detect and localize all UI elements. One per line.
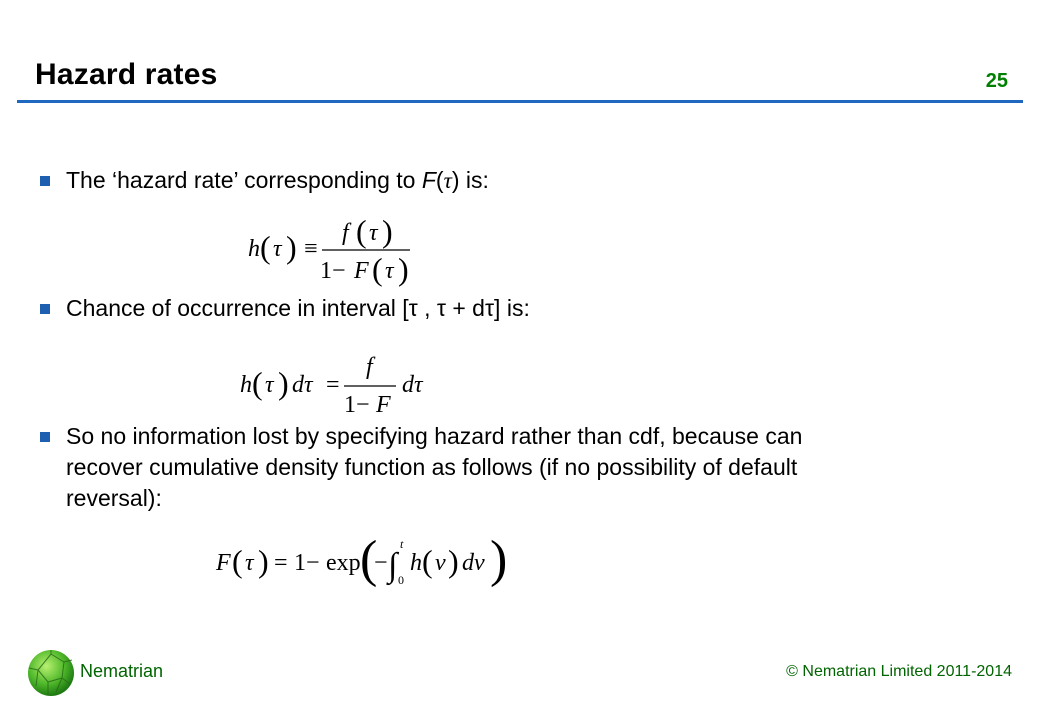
footer-brand: Nematrian [80,661,164,681]
eq1-den-one-minus: 1− [320,258,346,284]
eq2-num-f: f [366,354,373,380]
bullet-text-part: The ‘hazard rate’ corresponding to [66,167,422,193]
equation-chance-svg [236,354,446,424]
bullet-text-line: recover cumulative density function as follows (if no possibility of default [66,454,798,480]
eq3-exp: exp [326,550,361,576]
equation-hazard-rate-svg [244,212,424,288]
footer-copyright: © Nematrian Limited 2011-2014 [786,663,1012,680]
bullet-text-part: is: [459,167,489,193]
equation-cdf-svg [212,532,512,598]
eq3-lower-limit: 0 [398,573,404,587]
eq1-den-tau: τ [385,258,394,284]
eq2-dtau: dτ [292,372,313,398]
bullet-text-line: So no information lost by specifying hazard rather than cdf, because can [66,423,803,449]
eq2-h: h [240,372,252,398]
page-title: Hazard rates [35,58,218,91]
equation-hazard-rate [244,212,424,295]
equation-chance [236,354,446,431]
svg-text:(: ( [252,365,263,401]
bullet-marker [40,176,50,186]
eq3-one-minus: 1− [294,550,320,576]
eq3-F: F [216,550,231,576]
svg-text:(: ( [356,213,367,249]
bullet-text-tau: τ [443,168,452,193]
eq2-rhs-dtau: dτ [402,372,423,398]
svg-text:(: ( [232,543,243,579]
eq1-equiv: ≡ [304,236,318,262]
svg-text:∫: ∫ [388,547,398,584]
bullet-marker [40,432,50,442]
eq3-minus: − [374,550,388,576]
svg-text:(: ( [360,531,378,588]
eq1-tau: τ [273,236,282,262]
bullet-text-recover-cdf [66,421,966,514]
bullet-text-line: reversal): [66,485,162,511]
equation-cdf-from-hazard [212,532,512,605]
bullet-text-chance-of-occurrence: Chance of occurrence in interval [τ , τ + dτ] is: [66,295,530,321]
svg-text:): ) [398,251,409,287]
svg-text:(: ( [372,251,383,287]
svg-text:): ) [278,365,289,401]
eq1-h: h [248,236,260,262]
svg-text:): ) [490,531,508,588]
bullet-marker [40,304,50,314]
bullet-text-F: F [421,167,436,193]
eq3-dnu: dν [462,550,485,576]
eq1-num-tau: τ [369,220,378,246]
title-divider [17,100,1023,103]
eq3-equals: = [274,550,288,576]
svg-text:): ) [258,543,269,579]
svg-text:): ) [286,229,297,265]
eq1-den-F: F [354,258,369,284]
bullet-text-hazard-rate [66,165,966,196]
eq3-tau: τ [245,550,254,576]
page-number: 25 [985,70,1008,92]
svg-text:(: ( [422,543,433,579]
eq3-upper-limit: t [400,537,404,551]
svg-text:(: ( [260,229,271,265]
svg-text:): ) [382,213,393,249]
svg-text:): ) [448,543,459,579]
eq3-nu: ν [435,550,446,576]
eq2-den-F: F [376,392,391,418]
nematrian-logo-icon [26,648,76,698]
eq2-tau: τ [265,372,274,398]
bullet-text-part: ( [435,167,444,193]
eq3-h: h [410,550,422,576]
bullet-text-part: ) [451,167,460,193]
eq2-den: 1− [344,392,370,418]
eq2-equals: = [326,372,340,398]
eq1-num-f: f [342,220,349,246]
